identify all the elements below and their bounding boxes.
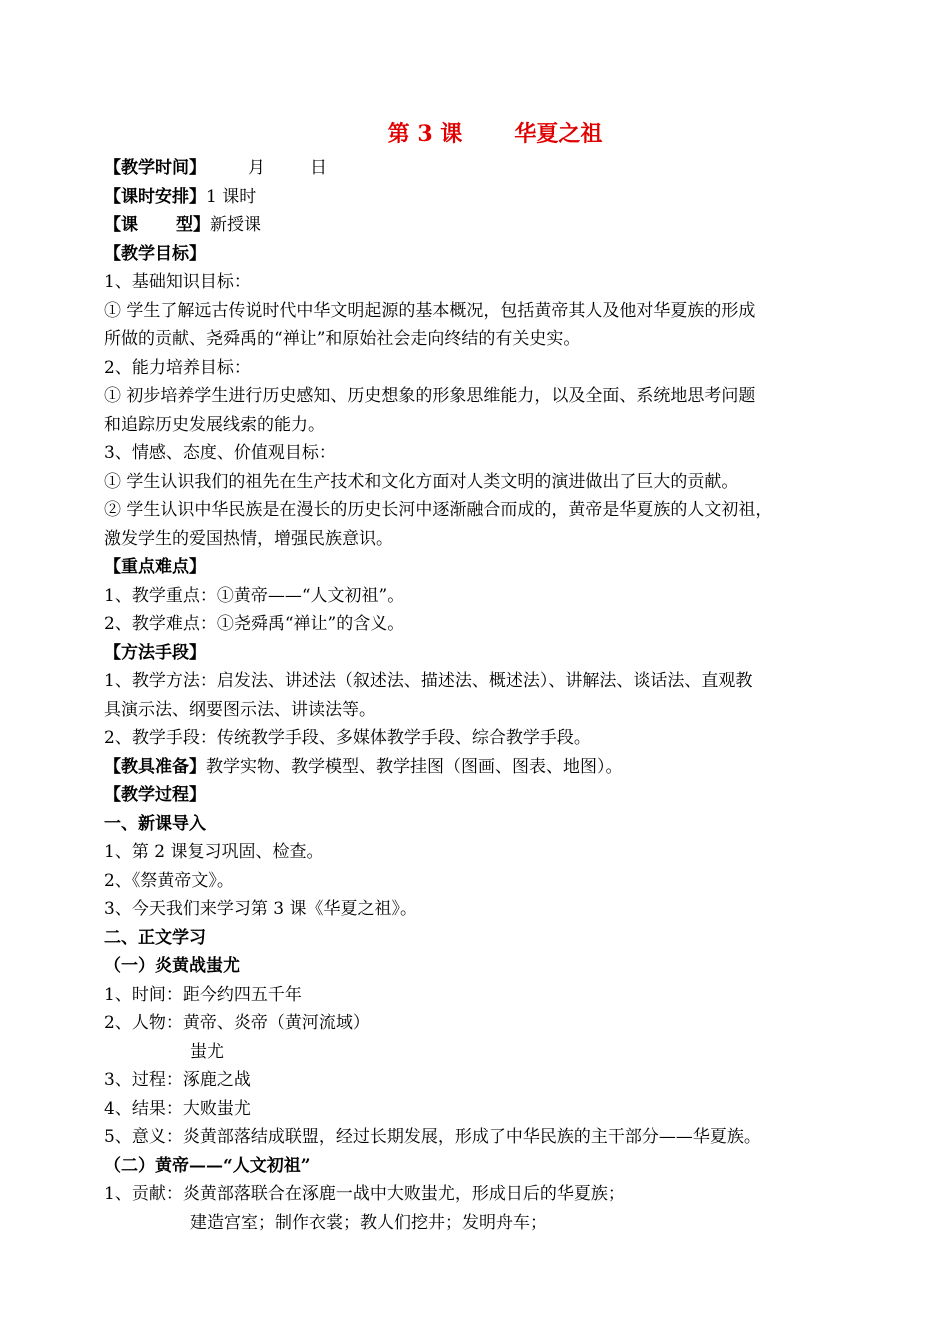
methods-2: 2、教学手段：传统教学手段、多媒体教学手段、综合教学手段。 [104, 728, 591, 748]
teaching-time-label: 【教学时间】 [104, 158, 206, 178]
goal-knowledge-1a: ① 学生了解远古传说时代中华文明起源的基本概况，包括黄帝其人及他对华夏族的形成 [104, 300, 756, 321]
body-title: 二、正文学习 [104, 927, 206, 948]
section-1-item-4: 4、结果：大败蚩尤 [104, 1098, 251, 1119]
section-2-item-1: 1、贡献：炎黄部落联合在涿鹿一战中大败蚩尤，形成日后的华夏族； [104, 1184, 625, 1204]
page-title [126, 114, 864, 154]
section-1-item-5: 5、意义：炎黄部落结成联盟，经过长期发展，形成了中华民族的主干部分——华夏族。 [104, 1127, 761, 1147]
section-1-item-2b: 蚩尤 [190, 1041, 224, 1062]
intro-2: 2、《祭黄帝文》。 [104, 870, 234, 891]
lesson-number: 第 3 课 [387, 121, 463, 147]
section-1-item-3: 3、过程：涿鹿之战 [104, 1070, 251, 1090]
goals-heading: 【教学目标】 [104, 243, 206, 264]
goal-ability-title: 2、能力培养目标： [104, 357, 251, 378]
process-heading: 【教学过程】 [104, 785, 206, 805]
section-1-item-1: 1、时间：距今约四五千年 [104, 984, 302, 1005]
methods-heading: 【方法手段】 [104, 642, 206, 663]
focus-hard: 2、教学难点：①尧舜禹“禅让”的含义。 [104, 614, 405, 634]
tools-label: 【教具准备】 [104, 756, 206, 777]
intro-title: 一、新课导入 [104, 813, 206, 834]
lesson-type-label-b: 型】 [176, 215, 210, 235]
methods-1b: 具演示法、纲要图示法、讲读法等。 [104, 699, 376, 720]
lesson-name: 华夏之祖 [514, 121, 603, 147]
focus-heading: 【重点难点】 [104, 557, 206, 577]
day-label: 日 [310, 158, 327, 178]
goal-knowledge-title: 1、基础知识目标： [104, 272, 251, 292]
lesson-document [104, 114, 864, 1237]
section-2-title: （二）黄帝——“人文初祖” [104, 1155, 311, 1176]
intro-1: 1、第 2 课复习巩固、检查。 [104, 842, 324, 862]
hours-row [104, 183, 864, 212]
tools-row [104, 753, 864, 782]
intro-3: 3、今天我们来学习第 3 课《华夏之祖》。 [104, 899, 417, 919]
goal-ability-1b: 和追踪历史发展线索的能力。 [104, 414, 325, 435]
lesson-type-label-a: 【课 [104, 215, 138, 235]
month-label: 月 [248, 158, 265, 178]
methods-1a: 1、教学方法：启发法、讲述法（叙述法、描述法、概述法）、讲解法、谈话法、直观教 [104, 671, 753, 691]
section-1-item-2: 2、人物：黄帝、炎帝（黄河流域） [104, 1013, 370, 1033]
goal-ability-1a: ① 初步培养学生进行历史感知、历史想象的形象思维能力，以及全面、系统地思考问题 [104, 386, 756, 406]
goal-emotion-2a: ② 学生认识中华民族是在漫长的历史长河中逐渐融合而成的，黄帝是华夏族的人文初祖， [104, 500, 773, 520]
focus-key: 1、教学重点：①黄帝——“人文初祖”。 [104, 585, 405, 606]
teaching-time-row [104, 154, 864, 183]
hours-label: 【课时安排】 [104, 186, 206, 207]
goal-knowledge-1b: 所做的贡献、尧舜禹的“禅让”和原始社会走向终结的有关史实。 [104, 329, 581, 349]
section-2-item-1b: 建造宫室；制作衣裳；教人们挖井；发明舟车； [190, 1212, 547, 1233]
goal-emotion-2b: 激发学生的爱国热情，增强民族意识。 [104, 528, 393, 549]
section-1-title: （一）炎黄战蚩尤 [104, 956, 240, 976]
goal-emotion-1: ① 学生认识我们的祖先在生产技术和文化方面对人类文明的演进做出了巨大的贡献。 [104, 471, 739, 492]
lesson-type-row [104, 211, 864, 240]
tools-value: 教学实物、教学模型、教学挂图（图画、图表、地图）。 [206, 756, 623, 777]
hours-value: 1 课时 [206, 186, 257, 207]
goal-emotion-title: 3、情感、态度、价值观目标： [104, 443, 336, 463]
lesson-type-value: 新授课 [210, 215, 261, 235]
